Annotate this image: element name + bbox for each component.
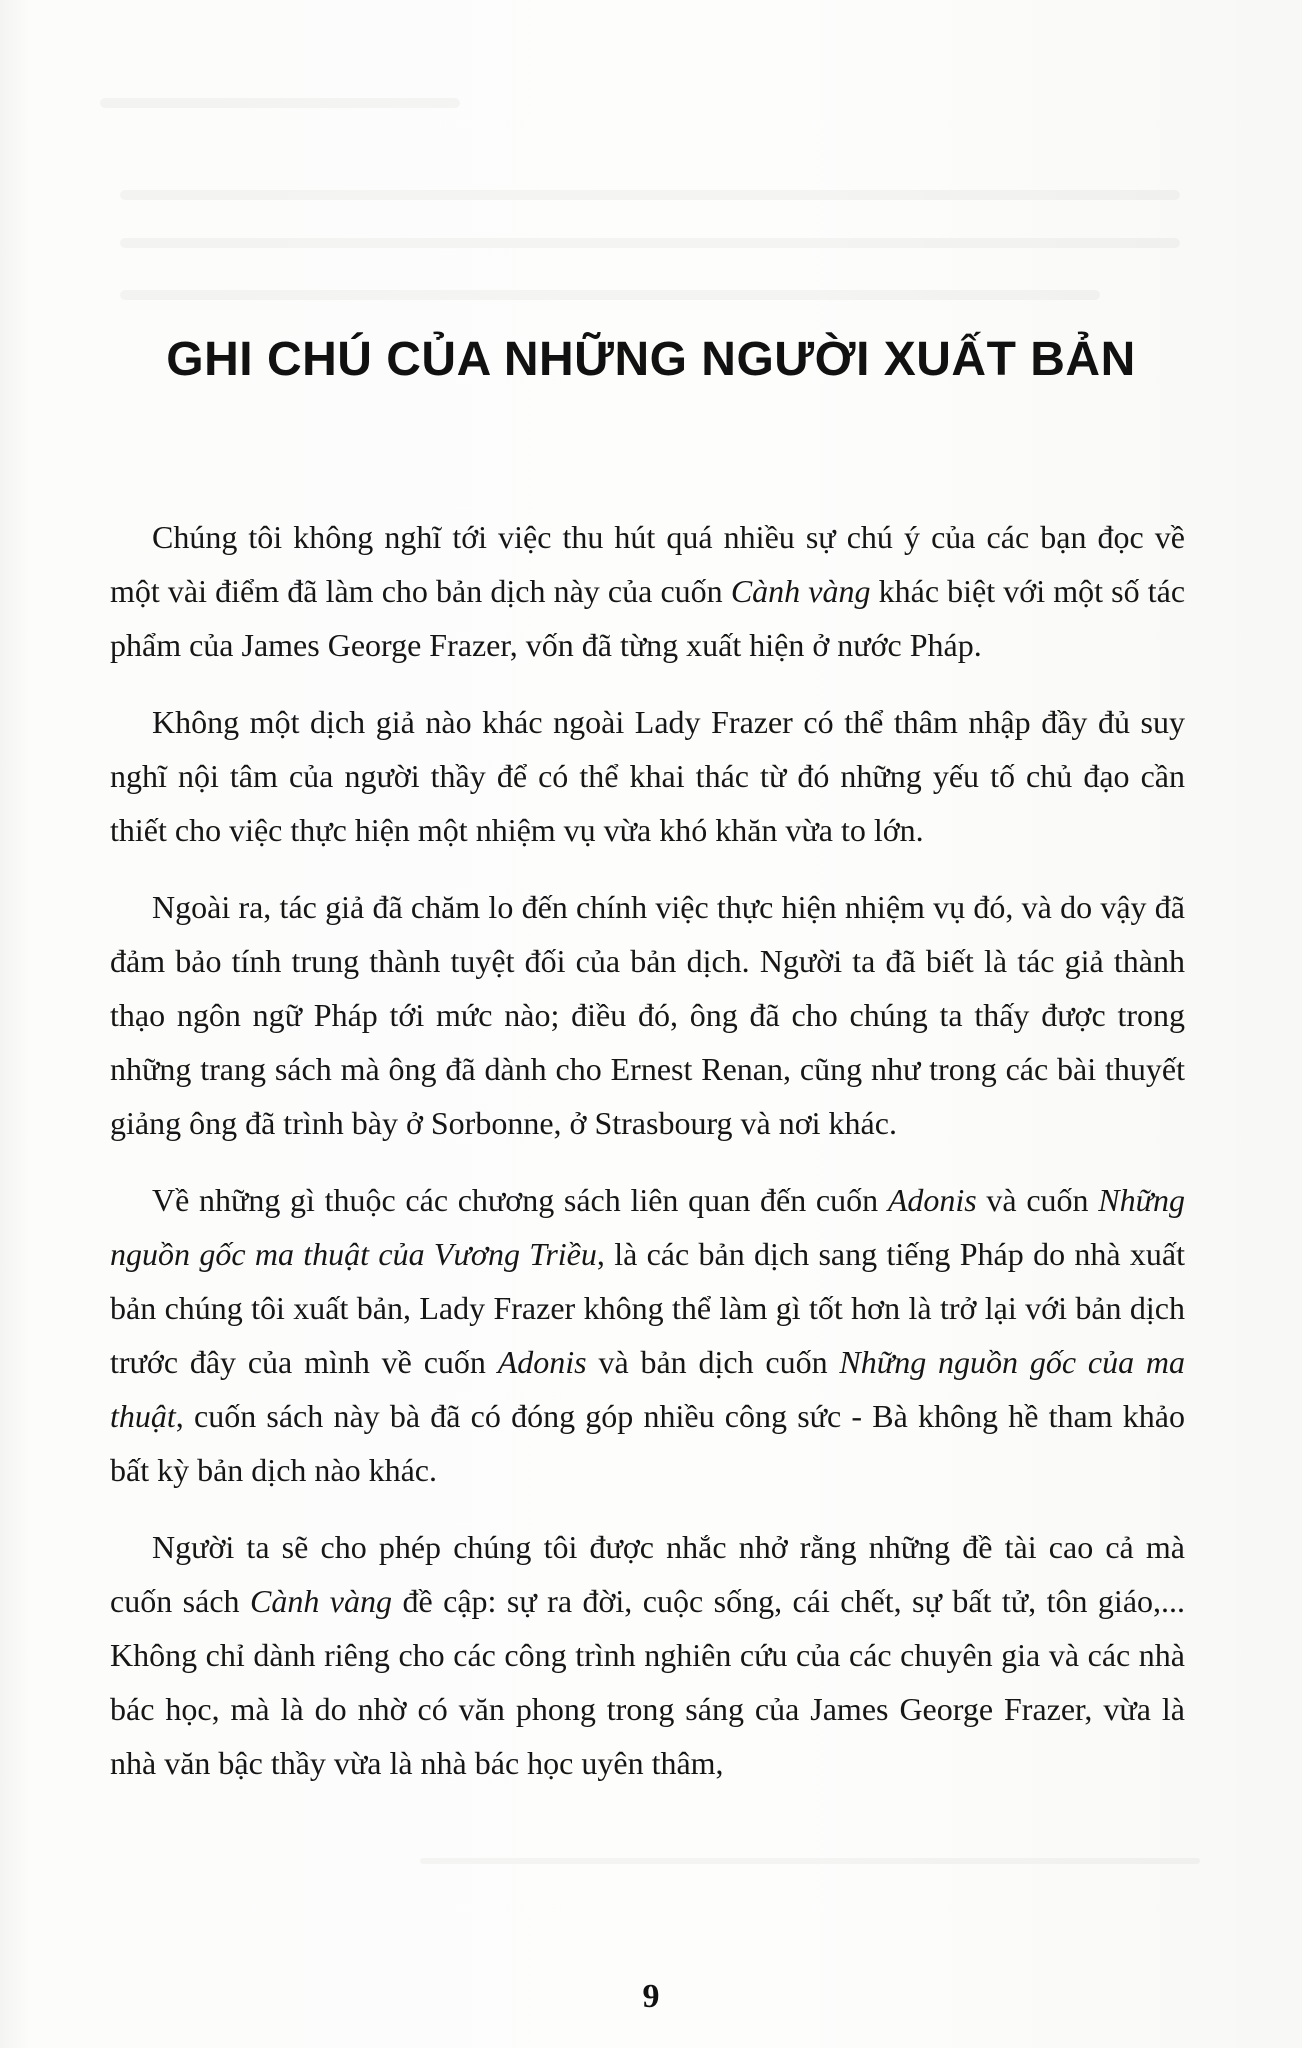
italic-title: Những nguồn gốc ma thuật của Vương Triều [110, 1182, 1186, 1272]
text-run: Ngoài ra, tác giả đã chăm lo đến chính việc thực hiện nhiệm vụ đó, và do vậy đã đảm bảo tính trung thành tuyệt đối của bản dịch. Người ta đã biết là tác giả thành thạo ngôn ngữ Pháp tới mức nào; điều đó, ông đã cho chúng ta thấy được trong những trang sách mà ông đã dành cho Ernest Renan, cũng như trong các bài thuyết giảng ông đã trình bày ở Sorbonne, ở Strasbourg và nơi khác. [110, 889, 1185, 1141]
bleed-through-line [120, 290, 1100, 300]
italic-title: Cành vàng [250, 1583, 393, 1619]
paragraph [110, 1520, 1185, 1790]
bleed-through-line [420, 1858, 1200, 1864]
bleed-through-line [100, 98, 460, 108]
paragraph [110, 1173, 1185, 1497]
paragraph [110, 510, 1185, 672]
paragraph [110, 880, 1185, 1150]
text-run: Người ta sẽ cho phép chúng tôi được nhắc nhở rằng những đề tài cao cả mà cuốn sách [110, 1529, 1185, 1619]
italic-title: Adonis [887, 1182, 977, 1218]
text-run: , cuốn sách này bà đã có đóng góp nhiều công sức - Bà không hề tham khảo bất kỳ bản dịch nào khác. [110, 1398, 1185, 1488]
text-run: và cuốn [976, 1182, 1099, 1218]
text-run: khác biệt với một số tác phẩm của James George Frazer, vốn đã từng xuất hiện ở nước Pháp. [110, 573, 1186, 663]
page-number: 9 [642, 1978, 660, 2015]
text-run: Không một dịch giả nào khác ngoài Lady Frazer có thể thâm nhập đầy đủ suy nghĩ nội tâm của người thầy để có thể khai thác từ đó những yếu tố chủ đạo cần thiết cho việc thực hiện một nhiệm vụ vừa khó khăn vừa to lớn. [110, 704, 1185, 848]
text-run: Về những gì thuộc các chương sách liên quan đến cuốn [152, 1182, 888, 1218]
text-run: và bản dịch cuốn [586, 1344, 840, 1380]
body-text [110, 510, 1185, 1790]
bleed-through-line [120, 238, 1180, 248]
page-heading: GHI CHÚ CỦA NHỮNG NGƯỜI XUẤT BẢN [166, 333, 1136, 386]
paragraph [110, 695, 1185, 857]
text-run: , là các bản dịch sang tiếng Pháp do nhà xuất bản chúng tôi xuất bản, Lady Frazer không thể làm gì tốt hơn là trở lại với bản dịch trước đây của mình về cuốn [110, 1236, 1186, 1380]
bleed-through-line [120, 190, 1180, 200]
italic-title: Cành vàng [730, 573, 871, 609]
text-run: đề cập: sự ra đời, cuộc sống, cái chết, sự bất tử, tôn giáo,... Không chỉ dành riêng cho các công trình nghiên cứu của các chuyên gia và các nhà bác học, mà là do nhờ có văn phong trong sáng của James George Frazer, vừa là nhà văn bậc thầy vừa là nhà bác học uyên thâm, [110, 1583, 1186, 1781]
italic-title: Adonis [497, 1344, 587, 1380]
text-run: Chúng tôi không nghĩ tới việc thu hút quá nhiều sự chú ý của các bạn đọc về một vài điểm đã làm cho bản dịch này của cuốn [110, 519, 1185, 609]
italic-title: Những nguồn gốc của ma thuật [110, 1344, 1186, 1434]
